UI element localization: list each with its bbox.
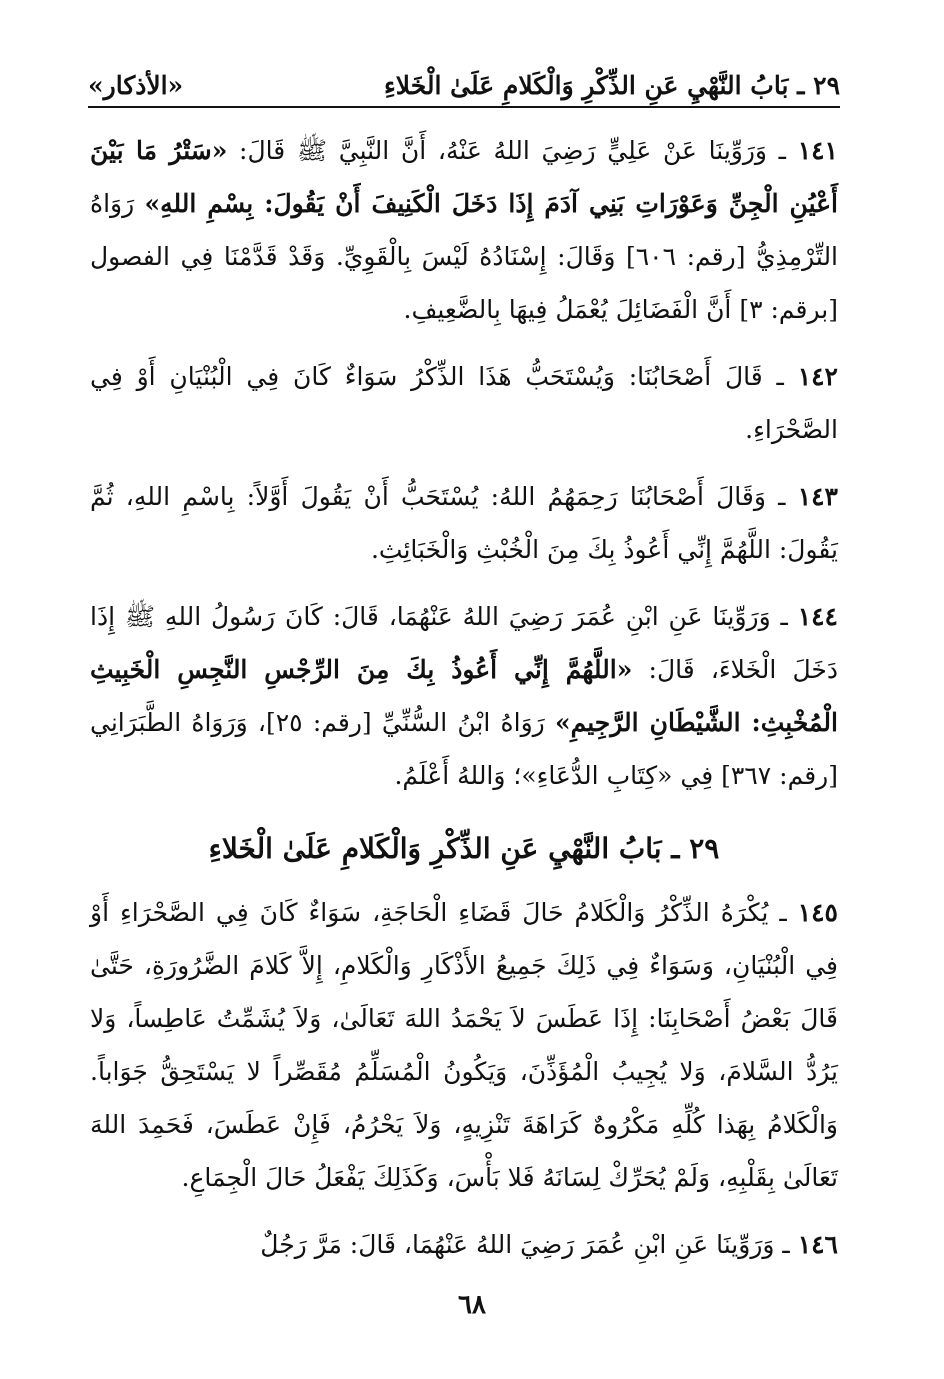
paragraph-number: ١٤٢ [797,362,838,391]
paragraph-text: ـ وَرَوِّينَا عَنِ ابْنِ عُمَرَ رَضِيَ اللهُ عَنْهُمَا، قَالَ: مَرَّ رَجُلٌ [260,1230,790,1259]
book-header-title: «الأذكار» [88,71,184,100]
paragraph-number: ١٤٤ [797,602,838,631]
hadith-quote: «سَتْرُ مَا بَيْنَ أَعْيُنِ الْجِنِّ وَعَوْرَاتِ بَنِي آدَمَ إِذَا دَخَلَ الْكَنِيفَ أَنْ يَقُولَ: بِسْمِ اللهِ» [90,136,838,218]
paragraph-141 [90,124,838,336]
section-title: ٢٩ ـ بَابُ النَّهْيِ عَنِ الذِّكْرِ وَالْكَلامِ عَلَىٰ الْخَلاءِ [208,832,720,865]
paragraph-text: ـ قَالَ أَصْحَابُنَا: وَيُسْتَحَبُّ هَذَا الذِّكْرُ سَوَاءٌ كَانَ فِي الْبُنْيَانِ أَوْ فِي الصَّحْرَاءِ. [90,362,838,444]
paragraph-text: ـ وَقَالَ أَصْحَابُنَا رَحِمَهُمُ اللهُ: يُسْتَحَبُّ أَنْ يَقُولَ أَوَّلاً: بِاسْمِ اللهِ، ثُمَّ يَقُولَ: اللَّهُمَّ إِنِّي أَعُوذُ بِكَ مِنَ الْخُبْثِ وَالْخَبَائِثِ. [90,482,838,564]
paragraph-146 [90,1218,838,1271]
chapter-header-title: ٢٩ ـ بَابُ النَّهْيِ عَنِ الذِّكْرِ وَالْكَلامِ عَلَىٰ الْخَلاءِ [384,71,840,100]
paragraph-143 [90,470,838,576]
paragraph-number: ١٤٦ [797,1230,838,1259]
paragraph-number: ١٤١ [797,136,838,165]
paragraph-text: رَوَاهُ ابْنُ السُّنِّيِّ [رقم: ٢٥]، وَرَوَاهُ الطَّبَرَانِي [رقم: ٣٦٧] فِي «كِتَابِ الدُّعَاءِ»؛ وَاللهُ أَعْلَمُ. [90,708,838,790]
paragraph-number: ١٤٣ [797,482,838,511]
header-divider [88,106,840,108]
page-number: ٦٨ [458,1290,486,1320]
hadith-quote: «اللَّهُمَّ إِنِّي أَعُوذُ بِكَ مِنَ الرِّجْسِ النَّجِسِ الْخَبِيثِ الْمُخْبِثِ: الشَّيْطَانِ الرَّجِيمِ» [90,655,838,737]
paragraph-144 [90,590,838,802]
paragraph-145 [90,886,838,1204]
paragraph-142 [90,350,838,456]
paragraph-text: ـ وَرَوِّينَا عَنْ عَلِيٍّ رَضِيَ اللهُ عَنْهُ، أَنَّ النَّبِيَّ ﷺ قَالَ: [227,136,787,165]
running-header [88,60,840,100]
paragraph-text: ـ يُكْرَهُ الذِّكْرُ وَالْكَلامُ حَالَ قَضَاءِ الْحَاجَةِ، سَوَاءٌ كَانَ فِي الصَّحْرَاءِ أَوْ فِي الْبُنْيَانِ، وَسَوَاءٌ فِي ذَلِكَ جَمِيعُ الأَذْكَارِ وَالْكَلامِ، إِلاَّ كَلامَ الضَّرُورَةِ، حَتَّىٰ قَالَ بَعْضُ أَصْحَابِنَا: إِذَا عَطَسَ لاَ يَحْمَدُ اللهَ تَعَالَىٰ، وَلاَ يُشَمِّتُ عَاطِساً، وَلا يَرُدُّ السَّلامَ، وَلا يُجِيبُ الْمُؤَذِّنَ، وَيَكُونُ الْمُسَلِّمُ مُقَصِّراً لا يَسْتَحِقُّ جَوَاباً. وَالْكَلامُ بِهَذا كُلِّهِ مَكْرُوهٌ كَرَاهَةَ تَنْزِيهٍ، وَلاَ يَحْرُمُ، فَإِنْ عَطَسَ، فَحَمِدَ اللهَ تَعَالَىٰ بِقَلْبِهِ، وَلَمْ يُحَرِّكْ لِسَانَهُ فَلا بَأْسَ، وَكَذَلِكَ يَفْعَلُ حَالَ الْجِمَاعِ. [90,898,838,1192]
paragraph-text: رَوَاهُ التِّرْمِذِيُّ [رقم: ٦٠٦] وَقَالَ: إِسْنَادُهُ لَيْسَ بِالْقَوِيِّ. وَقَدْ قَدَّمْنَا فِي الفصول [برقم: ٣] أَنَّ الْفَضَائِلَ يُعْمَلُ فِيهَا بِالضَّعِيفِ. [90,189,839,324]
paragraph-number: ١٤٥ [797,898,838,927]
paragraph-text: ـ وَرَوِّينَا عَنِ ابْنِ عُمَرَ رَضِيَ اللهُ عَنْهُمَا، قَالَ: كَانَ رَسُولُ اللهِ ﷺ إِذَا دَخَلَ الْخَلاءَ، قَالَ: [90,602,838,684]
page-body [90,124,838,1285]
